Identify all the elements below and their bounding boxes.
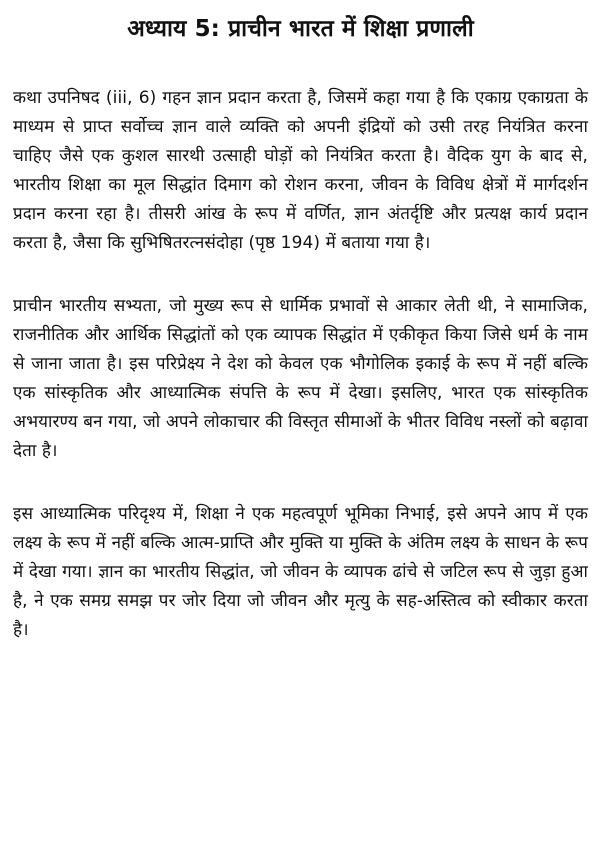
paragraph-ancient-civilization: प्राचीन भारतीय सभ्यता, जो मुख्य रूप से धार्मिक प्रभावों से आकार लेती थी, ने सामाजिक, राजनीतिक और आर्थिक सिद्धांतों को एक व्यापक सिद्धांत में एकीकृत किया जिसे धर्म के नाम से जाना जाता है। इस परिप्रेक्ष्य ने देश को केवल एक भौगोलिक इकाई के रूप में नहीं बल्कि एक सांस्कृतिक और आध्यात्मिक संपत्ति के रूप में देखा। इसलिए, भारत एक सांस्कृतिक अभयारण्य बन गया, जो अपने लोकाचार की विस्तृत सीमाओं के भीतर विविध नस्लों को बढ़ावा देता है। <box>13 296 588 461</box>
paragraph-spiritual-landscape: इस आध्यात्मिक परिदृश्य में, शिक्षा ने एक महत्वपूर्ण भूमिका निभाई, इसे अपने आप में एक लक्ष्य के रूप में नहीं बल्कि आत्म-प्राप्ति और मुक्ति या मुक्ति के अंतिम लक्ष्य के साधन के रूप में देखा गया। ज्ञान का भारतीय सिद्धांत, जो जीवन के व्यापक ढांचे से जटिल रूप से जुड़ा हुआ है, ने एक समग्र समझ पर जोर दिया जो जीवन और मृत्यु के सह-अस्तित्व को स्वीकार करता है। <box>13 504 588 640</box>
paragraph-katha-upanishad: कथा उपनिषद (iii, 6) गहन ज्ञान प्रदान करता है, जिसमें कहा गया है कि एकाग्र एकाग्रता के माध्यम से प्राप्त सर्वोच्च ज्ञान वाले व्यक्ति को अपनी इंद्रियों को उसी तरह नियंत्रित करना चाहिए जैसे एक कुशल सारथी उत्साही घोड़ों को नियंत्रित करता है। वैदिक युग के बाद से, भारतीय शिक्षा का मूल सिद्धांत दिमाग को रोशन करना, जीवन के विविध क्षेत्रों में मार्गदर्शन प्रदान करना रहा है। तीसरी आंख के रूप में वर्णित, ज्ञान अंतर्दृष्टि और प्रत्यक्ष कार्य प्रदान करता है, जैसा कि सुभिषितरत्नसंदोहा (पृष्ठ 194) में बताया गया है। <box>13 88 588 253</box>
chapter-title: अध्याय 5: प्राचीन भारत में शिक्षा प्रणाली <box>127 16 474 42</box>
